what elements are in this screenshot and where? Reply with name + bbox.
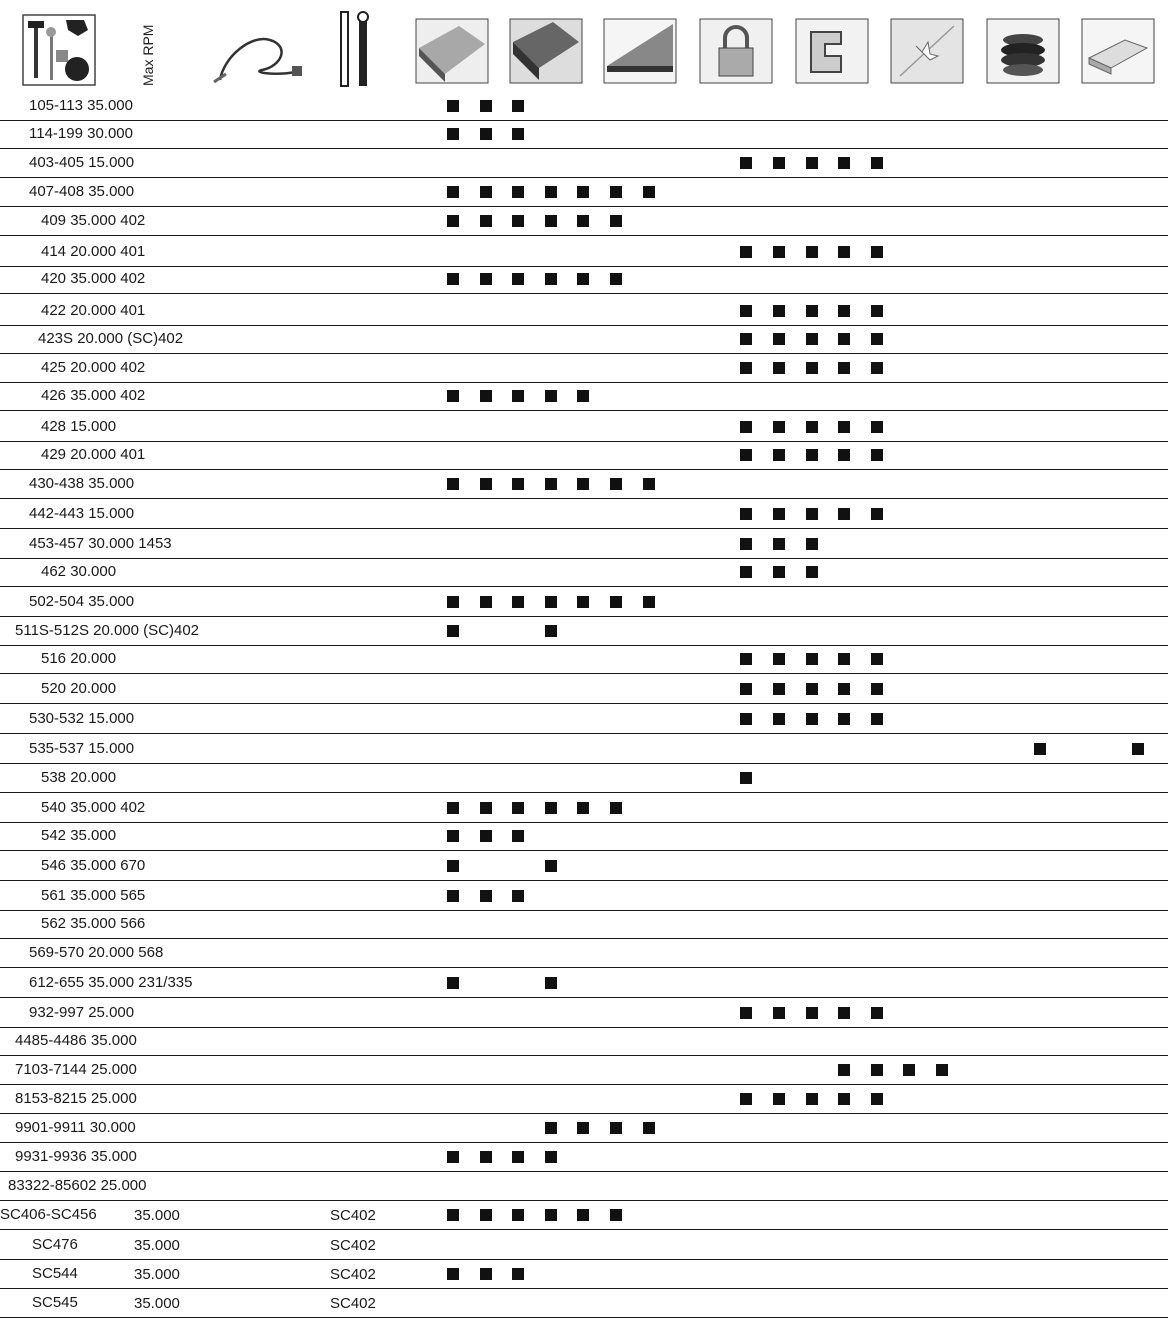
compatibility-mark: [806, 449, 818, 461]
row-rpm: 35.000: [134, 1237, 180, 1254]
compatibility-mark: [740, 362, 752, 374]
compatibility-mark: [447, 186, 459, 198]
row-label: SC406-SC456: [0, 1206, 97, 1223]
compatibility-mark: [643, 596, 655, 608]
compatibility-mark: [447, 273, 459, 285]
compatibility-mark: [806, 157, 818, 169]
row-label: 530-532 15.000: [29, 710, 135, 727]
row-label: 8153-8215 25.000: [15, 1090, 137, 1107]
row-label: 442-443 15.000: [29, 505, 135, 522]
compatibility-mark: [903, 1064, 915, 1076]
compatibility-mark: [447, 478, 459, 490]
compatibility-mark: [643, 1122, 655, 1134]
compatibility-mark: [838, 1007, 850, 1019]
compatibility-mark: [512, 1151, 524, 1163]
compatibility-mark: [806, 421, 818, 433]
row-label: 9931-9936 35.000: [15, 1148, 137, 1165]
wood-icon: [415, 18, 489, 84]
compatibility-mark: [838, 1064, 850, 1076]
row-label: 7103-7144 25.000: [15, 1061, 137, 1078]
compatibility-mark: [806, 246, 818, 258]
compatibility-mark: [773, 538, 785, 550]
row-label: 429 20.000 401: [41, 446, 146, 463]
compatibility-mark: [773, 653, 785, 665]
compatibility-mark: [610, 215, 622, 227]
mandrel-icon: [335, 10, 375, 88]
compatibility-mark: [447, 830, 459, 842]
compatibility-mark: [512, 100, 524, 112]
table-row: [0, 120, 1168, 149]
compatibility-mark: [740, 421, 752, 433]
compatibility-mark: [447, 390, 459, 402]
compatibility-mark: [740, 1093, 752, 1105]
compatibility-mark: [512, 1268, 524, 1280]
compatibility-mark: [545, 625, 557, 637]
compatibility-mark: [610, 1209, 622, 1221]
row-label: 423S 20.000 (SC)402: [38, 330, 184, 347]
compatibility-mark: [545, 215, 557, 227]
table-row: [0, 939, 1168, 968]
row-label: 569-570 20.000 568: [29, 944, 164, 961]
compatibility-mark: [806, 1093, 818, 1105]
compatibility-mark: [773, 1007, 785, 1019]
row-label: 403-405 15.000: [29, 154, 135, 171]
compatibility-mark: [545, 390, 557, 402]
compatibility-mark: [773, 333, 785, 345]
table-row: [0, 852, 1168, 881]
compatibility-mark: [512, 596, 524, 608]
row-rpm: 35.000: [134, 1207, 180, 1224]
table-row: [0, 1143, 1168, 1172]
table-row: [0, 1056, 1168, 1085]
compatibility-mark: [806, 1007, 818, 1019]
row-label: 425 20.000 402: [41, 359, 146, 376]
table-row: [0, 413, 1168, 442]
table-row: [0, 1201, 1168, 1230]
compatibility-mark: [838, 362, 850, 374]
compatibility-mark: [871, 1007, 883, 1019]
table-row: [0, 178, 1168, 207]
compatibility-mark: [838, 653, 850, 665]
compatibility-mark: [577, 186, 589, 198]
row-label: 83322-85602 25.000: [8, 1177, 147, 1194]
compatibility-mark: [740, 538, 752, 550]
compatibility-mark: [512, 390, 524, 402]
row-label: 414 20.000 401: [41, 243, 146, 260]
compatibility-mark: [806, 508, 818, 520]
compatibility-mark: [1034, 743, 1046, 755]
compatibility-mark: [480, 215, 492, 227]
compatibility-mark: [773, 305, 785, 317]
table-row: [0, 441, 1168, 470]
table-row: [0, 969, 1168, 998]
compatibility-mark: [577, 1209, 589, 1221]
compatibility-mark: [838, 683, 850, 695]
compatibility-mark: [577, 802, 589, 814]
tool-set-icon: [22, 14, 96, 86]
compatibility-mark: [871, 508, 883, 520]
row-label: 520 20.000: [41, 680, 117, 697]
compatibility-mark: [838, 305, 850, 317]
row-label: 502-504 35.000: [29, 593, 135, 610]
table-row: [0, 645, 1168, 674]
compatibility-mark: [871, 713, 883, 725]
compatibility-mark: [838, 421, 850, 433]
table-row: [0, 999, 1168, 1028]
table-row: [0, 735, 1168, 764]
compatibility-mark: [480, 186, 492, 198]
compatibility-mark: [447, 890, 459, 902]
compatibility-mark: [447, 215, 459, 227]
table-row: [0, 794, 1168, 823]
compatibility-mark: [871, 449, 883, 461]
compatibility-mark: [512, 273, 524, 285]
compatibility-mark: [806, 333, 818, 345]
table-row: [0, 1260, 1168, 1289]
compatibility-mark: [545, 1151, 557, 1163]
compatibility-mark: [512, 890, 524, 902]
compatibility-mark: [838, 449, 850, 461]
compatibility-mark: [1132, 743, 1144, 755]
row-label: 538 20.000: [41, 769, 117, 786]
compatibility-mark: [773, 362, 785, 374]
table-row: [0, 325, 1168, 354]
compatibility-mark: [838, 157, 850, 169]
compatibility-mark: [871, 653, 883, 665]
copper-coil-icon: [986, 18, 1060, 84]
row-label: 462 30.000: [41, 563, 117, 580]
compatibility-mark: [512, 128, 524, 140]
row-label: 932-997 25.000: [29, 1004, 135, 1021]
table-row: [0, 1289, 1168, 1318]
compatibility-mark: [545, 596, 557, 608]
row-label: 562 35.000 566: [41, 915, 146, 932]
compatibility-mark: [545, 977, 557, 989]
compatibility-mark: [577, 478, 589, 490]
row-label: 114-199 30.000: [29, 125, 133, 142]
compatibility-mark: [480, 1151, 492, 1163]
compatibility-mark: [773, 1093, 785, 1105]
table-row: [0, 238, 1168, 267]
compatibility-mark: [577, 215, 589, 227]
table-row: [0, 705, 1168, 734]
row-label: 453-457 30.000 1453: [29, 535, 172, 552]
compatibility-mark: [480, 390, 492, 402]
laminate-icon: [603, 18, 677, 84]
table-row: [0, 1027, 1168, 1056]
compatibility-mark: [577, 273, 589, 285]
compatibility-mark: [740, 246, 752, 258]
compatibility-mark: [838, 713, 850, 725]
row-label: SC476: [32, 1236, 78, 1253]
table-row: [0, 530, 1168, 559]
compatibility-mark: [512, 186, 524, 198]
compatibility-mark: [838, 508, 850, 520]
compatibility-mark: [577, 596, 589, 608]
compatibility-mark: [806, 538, 818, 550]
compatibility-mark: [806, 653, 818, 665]
compatibility-mark: [512, 1209, 524, 1221]
compatibility-mark: [447, 1151, 459, 1163]
compatibility-mark: [871, 1064, 883, 1076]
compatibility-mark: [773, 246, 785, 258]
compatibility-mark: [480, 596, 492, 608]
row-mandrel: SC402: [330, 1295, 376, 1312]
row-label: 4485-4486 35.000: [15, 1032, 137, 1049]
compatibility-mark: [447, 1209, 459, 1221]
compatibility-mark: [577, 1122, 589, 1134]
table-row: [0, 764, 1168, 793]
compatibility-mark: [806, 713, 818, 725]
glass-icon: [890, 18, 964, 84]
compatibility-mark: [447, 860, 459, 872]
row-label: 612-655 35.000 231/335: [29, 974, 193, 991]
compatibility-mark: [773, 683, 785, 695]
compatibility-mark: [871, 305, 883, 317]
table-row: [0, 1172, 1168, 1201]
compatibility-mark: [610, 596, 622, 608]
compatibility-mark: [577, 390, 589, 402]
compatibility-mark: [545, 186, 557, 198]
compatibility-mark: [871, 333, 883, 345]
compatibility-mark: [871, 421, 883, 433]
compatibility-mark: [936, 1064, 948, 1076]
row-label: 407-408 35.000: [29, 183, 135, 200]
compatibility-mark: [480, 830, 492, 842]
compatibility-mark: [740, 683, 752, 695]
row-mandrel: SC402: [330, 1207, 376, 1224]
table-row: [0, 617, 1168, 646]
table-row: [0, 149, 1168, 178]
compatibility-mark: [838, 246, 850, 258]
row-label: 422 20.000 401: [41, 302, 146, 319]
row-label: 516 20.000: [41, 650, 117, 667]
compatibility-mark: [773, 157, 785, 169]
compatibility-mark: [545, 273, 557, 285]
compatibility-mark: [806, 362, 818, 374]
aluminium-profile-icon: [795, 18, 869, 84]
row-label: 561 35.000 565: [41, 887, 146, 904]
row-label: 105-113 35.000: [29, 97, 133, 114]
compatibility-mark: [610, 186, 622, 198]
compatibility-mark: [740, 1007, 752, 1019]
compatibility-mark: [740, 772, 752, 784]
compatibility-mark: [545, 860, 557, 872]
table-row: [0, 1231, 1168, 1260]
compatibility-mark: [512, 830, 524, 842]
compatibility-mark: [740, 305, 752, 317]
table-row: [0, 822, 1168, 851]
row-label: 535-537 15.000: [29, 740, 135, 757]
compatibility-mark: [773, 566, 785, 578]
table-row: [0, 382, 1168, 411]
flex-shaft-icon: [212, 26, 308, 84]
compatibility-mark: [480, 478, 492, 490]
compatibility-mark: [480, 802, 492, 814]
row-label: 9901-9911 30.000: [15, 1119, 136, 1136]
table-row: [0, 1114, 1168, 1143]
compatibility-mark: [512, 478, 524, 490]
compatibility-mark: [480, 100, 492, 112]
row-label: SC544: [32, 1265, 78, 1282]
compatibility-mark: [871, 246, 883, 258]
compatibility-mark: [610, 478, 622, 490]
compatibility-mark: [447, 596, 459, 608]
table-row: [0, 1085, 1168, 1114]
compatibility-mark: [740, 333, 752, 345]
compatibility-mark: [512, 215, 524, 227]
table-row: [0, 675, 1168, 704]
compatibility-mark: [740, 566, 752, 578]
row-label: 511S-512S 20.000 (SC)402: [15, 622, 200, 639]
compatibility-mark: [545, 802, 557, 814]
compatibility-mark: [740, 508, 752, 520]
compatibility-mark: [740, 157, 752, 169]
table-row: [0, 92, 1168, 121]
compatibility-mark: [643, 186, 655, 198]
compatibility-mark: [806, 305, 818, 317]
table-row: [0, 265, 1168, 294]
compatibility-mark: [480, 890, 492, 902]
compatibility-mark: [480, 1268, 492, 1280]
table-row: [0, 910, 1168, 939]
compatibility-mark: [610, 1122, 622, 1134]
row-label: 540 35.000 402: [41, 799, 146, 816]
compatibility-mark: [806, 566, 818, 578]
table-row: [0, 500, 1168, 529]
table-row: [0, 558, 1168, 587]
compatibility-mark: [480, 273, 492, 285]
compatibility-mark: [480, 128, 492, 140]
icon-header: [0, 0, 1168, 92]
compatibility-mark: [545, 1209, 557, 1221]
compatibility-mark: [480, 1209, 492, 1221]
row-label: 542 35.000: [41, 827, 117, 844]
compatibility-mark: [447, 802, 459, 814]
hardwood-icon: [509, 18, 583, 84]
compatibility-mark: [447, 977, 459, 989]
compatibility-mark: [545, 478, 557, 490]
compatibility-mark: [871, 157, 883, 169]
compatibility-mark: [838, 333, 850, 345]
row-label: SC545: [32, 1294, 78, 1311]
row-rpm: 35.000: [134, 1295, 180, 1312]
table-row: [0, 470, 1168, 499]
compatibility-mark: [871, 362, 883, 374]
compatibility-mark: [643, 478, 655, 490]
compatibility-mark: [447, 100, 459, 112]
row-label: 409 35.000 402: [41, 212, 146, 229]
compatibility-mark: [871, 1093, 883, 1105]
compatibility-mark: [512, 802, 524, 814]
table-row: [0, 354, 1168, 383]
compatibility-mark: [740, 449, 752, 461]
table-row: [0, 207, 1168, 236]
compatibility-mark: [740, 713, 752, 725]
compatibility-mark: [610, 802, 622, 814]
compatibility-mark: [806, 683, 818, 695]
row-label: 546 35.000 670: [41, 857, 146, 874]
compatibility-mark: [610, 273, 622, 285]
compatibility-mark: [773, 449, 785, 461]
row-mandrel: SC402: [330, 1237, 376, 1254]
compatibility-mark: [447, 1268, 459, 1280]
compatibility-mark: [871, 683, 883, 695]
padlock-metal-icon: [699, 18, 773, 84]
row-rpm: 35.000: [134, 1266, 180, 1283]
max-rpm-label: Max RPM: [140, 24, 156, 86]
table-row: [0, 882, 1168, 911]
compatibility-mark: [545, 1122, 557, 1134]
table-row: [0, 588, 1168, 617]
steel-bar-icon: [1081, 18, 1155, 84]
compatibility-mark: [773, 713, 785, 725]
table-row: [0, 297, 1168, 326]
compatibility-mark: [773, 508, 785, 520]
compatibility-mark: [838, 1093, 850, 1105]
row-label: 430-438 35.000: [29, 475, 135, 492]
row-label: 426 35.000 402: [41, 387, 146, 404]
row-mandrel: SC402: [330, 1266, 376, 1283]
compatibility-mark: [740, 653, 752, 665]
compatibility-mark: [447, 128, 459, 140]
compatibility-mark: [773, 421, 785, 433]
row-label: 420 35.000 402: [41, 270, 146, 287]
compatibility-mark: [447, 625, 459, 637]
row-label: 428 15.000: [41, 418, 117, 435]
